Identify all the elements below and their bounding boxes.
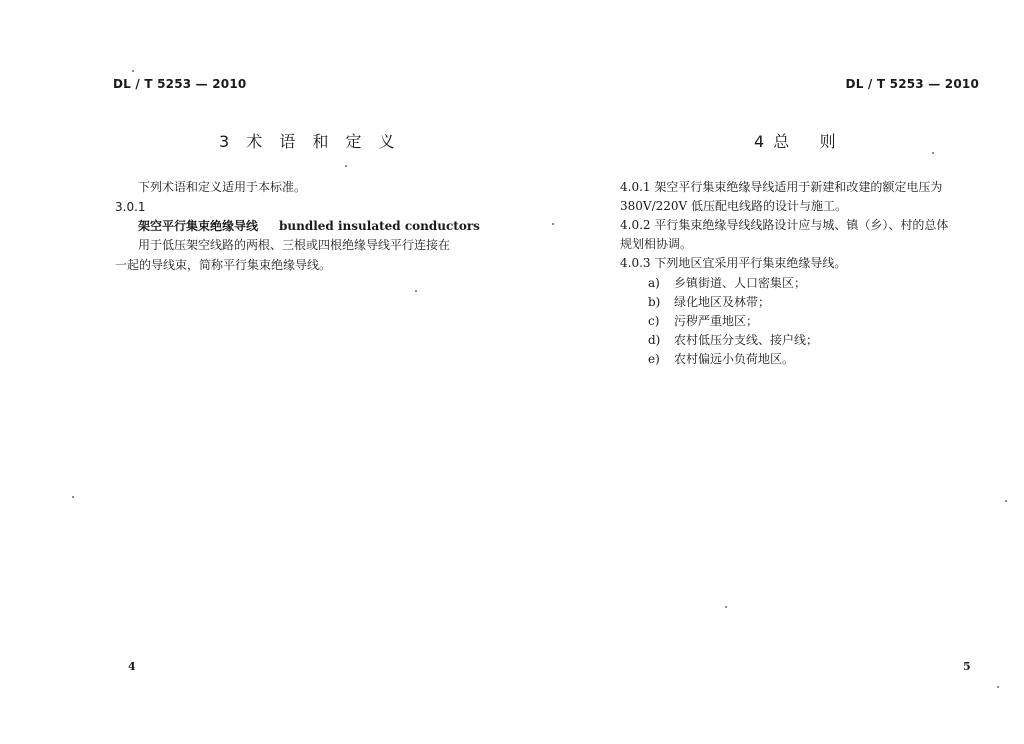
scan-speck	[132, 70, 134, 72]
list-item-text: 农村偏远小负荷地区。	[674, 352, 795, 366]
definition-line-1: 用于低压架空线路的两根、三根或四根绝缘导线平行连接在	[138, 238, 451, 252]
scan-speck	[725, 606, 727, 608]
scan-speck	[932, 152, 934, 154]
clause-4-0-1-line-1: 4.0.1 架空平行集束绝缘导线适用于新建和改建的额定电压为	[620, 180, 943, 194]
scan-speck	[415, 290, 417, 292]
list-item-text: 农村低压分支线、接户线；	[674, 333, 819, 347]
term-en: bundled insulated conductors	[279, 219, 480, 233]
list-item-text: 污秽严重地区；	[674, 314, 759, 328]
page-number: 5	[963, 660, 971, 673]
list-item-marker: e)	[648, 352, 660, 366]
right-page	[512, 0, 1024, 744]
scan-speck	[72, 496, 74, 498]
standard-code-header: DL / T 5253 — 2010	[113, 77, 247, 91]
scan-speck	[1005, 500, 1007, 502]
list-item-text: 乡镇街道、人口密集区；	[674, 276, 807, 290]
list-item-marker: a)	[648, 276, 660, 290]
list-item-text: 绿化地区及林带；	[674, 295, 771, 309]
definition-line-2: 一起的导线束，简称平行集束绝缘导线。	[115, 258, 332, 272]
standard-code-header: DL / T 5253 — 2010	[845, 77, 979, 91]
scan-speck	[552, 223, 554, 225]
page-number: 4	[128, 660, 136, 673]
term-zh: 架空平行集束绝缘导线	[138, 219, 259, 233]
list-item-marker: c)	[648, 314, 660, 328]
clause-number: 3.0.1	[115, 200, 146, 214]
clause-4-0-2-line-1: 4.0.2 平行集束绝缘导线线路设计应与城、镇（乡）、村的总体	[620, 218, 949, 232]
clause-4-0-1-line-2: 380V/220V 低压配电线路的设计与施工。	[620, 199, 847, 213]
intro-text: 下列术语和定义适用于本标准。	[138, 180, 307, 194]
chapter-title: 3 术 语 和 定 义	[219, 132, 401, 151]
list-item-marker: d)	[648, 333, 661, 347]
clause-4-0-2-line-2: 规划相协调。	[620, 237, 693, 251]
clause-4-0-3: 4.0.3 下列地区宜采用平行集束绝缘导线。	[620, 256, 847, 270]
list-item-marker: b)	[648, 295, 661, 309]
scan-speck	[997, 686, 999, 688]
chapter-title: 4 总 则	[754, 132, 838, 151]
scan-speck	[345, 165, 347, 167]
